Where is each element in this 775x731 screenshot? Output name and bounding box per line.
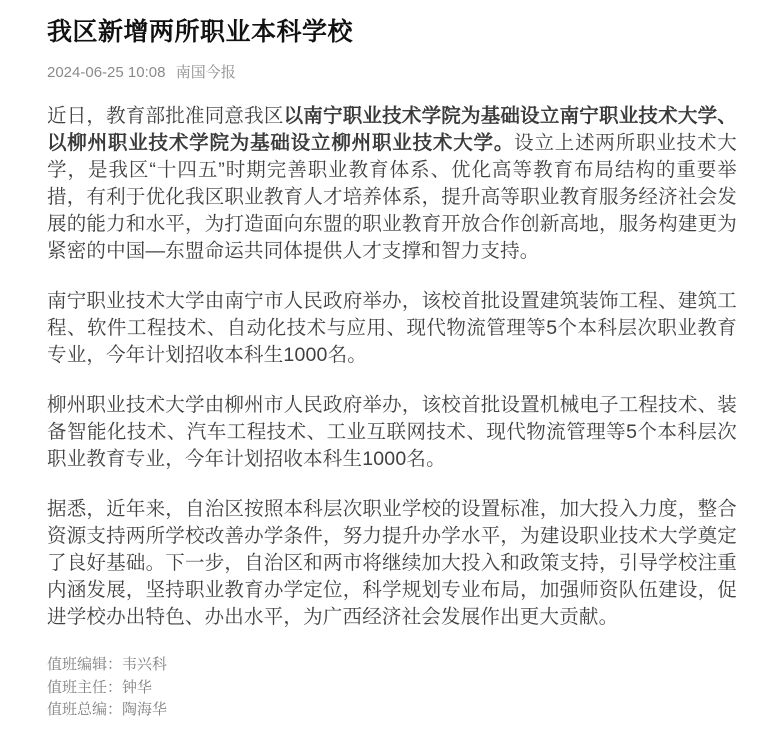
article-body	[47, 103, 737, 631]
publish-datetime: 2024-06-25 10:08	[47, 64, 166, 81]
article-paragraph	[47, 392, 737, 473]
article-paragraph	[47, 496, 737, 631]
paragraph-text: 设立上述两所职业技术大学，是我区“十四五”时期完善职业教育体系、优化高等教育布局结构的重要举措，有利于优化我区职业教育人才培养体系，提升高等职业教育服务经济社会发展的能力和水平，为打造面向东盟的职业教育开放合作创新高地，服务构建更为紧密的中国—东盟命运共同体提供人才支撑和智力支持。	[47, 132, 737, 262]
article-title: 我区新增两所职业本科学校	[47, 18, 354, 46]
source-name: 南国今报	[175, 64, 236, 81]
article-credits	[47, 654, 737, 722]
paragraph-text: 据悉，近年来，自治区按照本科层次职业学校的设置标准，加大投入力度，整合资源支持两所学校改善办学条件，努力提升办学水平，为建设职业技术大学奠定了良好基础。下一步，自治区和两市将继续加大投入和政策支持，引导学校注重内涵发展，坚持职业教育办学定位，科学规划专业布局，加强师资队伍建设，促进学校办出特色、办出水平，为广西经济社会发展作出更大贡献。	[47, 498, 737, 628]
article-paragraph	[47, 288, 737, 369]
article-meta	[47, 64, 737, 82]
credit-chief-editor: 值班总编：陶海华	[47, 701, 168, 718]
paragraph-text: 柳州职业技术大学由柳州市人民政府举办，该校首批设置机械电子工程技术、装备智能化技术、汽车工程技术、工业互联网技术、现代物流管理等5个本科层次职业教育专业，今年计划招收本科生1000名。	[47, 394, 737, 470]
credit-director: 值班主任：钟华	[47, 678, 153, 696]
paragraph-text: 南宁职业技术大学由南宁市人民政府举办，该校首批设置建筑装饰工程、建筑工程、软件工程技术、自动化技术与应用、现代物流管理等5个本科层次职业教育专业，今年计划招收本科生1000名。	[47, 290, 737, 366]
emphasis-text: 以南宁职业技术学院为基础设立南宁职业技术大学、以柳州职业技术学院为基础设立柳州职业技术大学。	[47, 105, 737, 154]
article-paragraph	[47, 103, 737, 265]
paragraph-text: 近日，教育部批准同意我区	[47, 105, 284, 127]
credit-editor: 值班编辑：韦兴科	[47, 656, 168, 673]
